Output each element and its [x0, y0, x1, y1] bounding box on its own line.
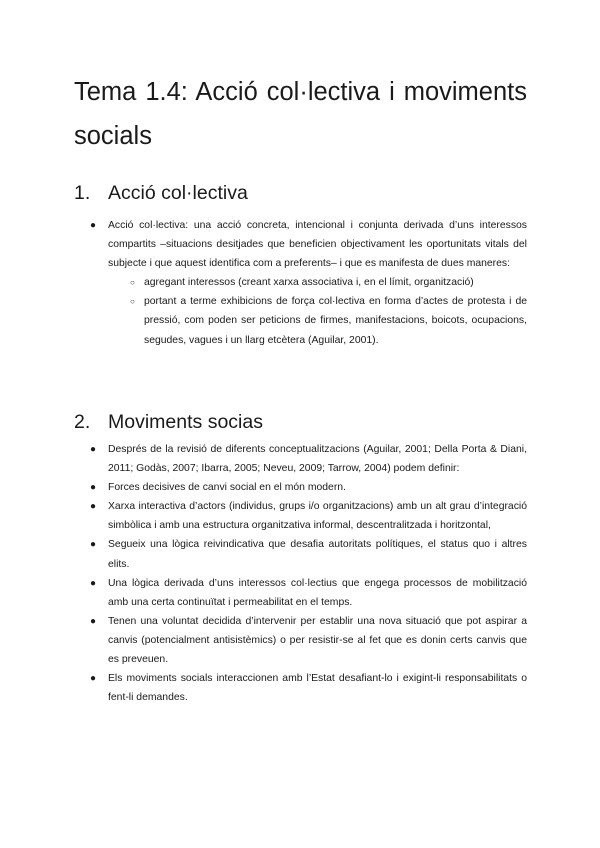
section-number: 2. [74, 411, 91, 433]
list-item-text: Els moviments socials interaccionen amb l’Estat desafiant-lo i exigint-li responsabilitats o fent-li demandes. [108, 673, 527, 704]
sub-list-item [108, 292, 527, 349]
bullet-icon: ● [90, 539, 97, 551]
bullet-icon: ● [90, 482, 97, 494]
sub-list-item-text: agregant interessos (creant xarxa associativa i, en el límit, organització) [144, 277, 474, 289]
bullet-icon: ● [90, 444, 97, 455]
list-item [90, 497, 527, 535]
list-item [90, 440, 527, 478]
section-title: Moviments socias [108, 411, 263, 433]
sub-list-item-text: portant a terme exhibicions de força col·lectiva en forma d’actes de protesta i de pressió, com poden ser peticions de firmes, manifestacions, boicots, ocupacions, segudes, vagues i un llarg etcètera (Aguilar, 2001). [144, 296, 527, 346]
list-item [90, 574, 527, 612]
list-item-text: Tenen una voluntat decidida d’intervenir per establir una nova situació que pot aspirar a canvis (potencialment antisistèmics) o per resistir-se al fet que es donin certs canvis que es preveuen. [108, 615, 527, 666]
list-item-text: Acció col·lectiva: una acció concreta, intencional i conjunta derivada d’uns interessos compartits –situacions desitjades que beneficien objectivament les oportunitats vitals del subjecte i que aquest identifica com a preferents– i que es manifesta de dues maneres: [108, 220, 527, 270]
section-1-list [90, 216, 527, 350]
list-item [90, 669, 527, 707]
bullet-icon: ● [90, 615, 97, 627]
hollow-bullet-icon: ○ [130, 278, 135, 288]
section-title: Acció col·lectiva [108, 182, 248, 204]
section-number: 1. [74, 182, 91, 204]
list-item [90, 612, 527, 669]
bullet-icon: ● [90, 220, 97, 231]
list-item [90, 216, 527, 350]
section-heading-2 [74, 410, 263, 434]
bullet-icon: ● [90, 673, 97, 685]
list-item-text: Segueix una lògica reivindicativa que desafia autoritats polítiques, el status quo i altres elits. [108, 539, 527, 570]
page-title: Tema 1.4: Acció col·lectiva i moviments socials [74, 78, 527, 150]
sub-list-item [108, 273, 527, 292]
bullet-icon: ● [90, 501, 97, 513]
bullet-icon: ● [90, 577, 97, 589]
sub-list [108, 273, 527, 349]
list-item-text: Forces decisives de canvi social en el món modern. [108, 482, 346, 494]
list-item-text: Xarxa interactiva d’actors (individus, grups i/o organitzacions) amb un alt grau d’integració simbòlica i amb una estructura organitzativa informal, descentralitzada i horitzontal, [108, 501, 527, 532]
list-item-text: Una lògica derivada d’uns interessos col·lectius que engega processos de mobilització amb una certa continuïtat i permeabilitat en el temps. [108, 577, 527, 608]
section-2-list [90, 440, 527, 707]
hollow-bullet-icon: ○ [130, 297, 135, 307]
section-heading-1 [74, 181, 248, 205]
list-item-text: Després de la revisió de diferents conceptualitzacions (Aguilar, 2001; Della Porta & Diani, 2011; Godàs, 2007; Ibarra, 2005; Neveu, 2009; Tarrow, 2004) podem definir: [108, 444, 527, 475]
list-item [90, 535, 527, 573]
list-item [90, 478, 527, 497]
